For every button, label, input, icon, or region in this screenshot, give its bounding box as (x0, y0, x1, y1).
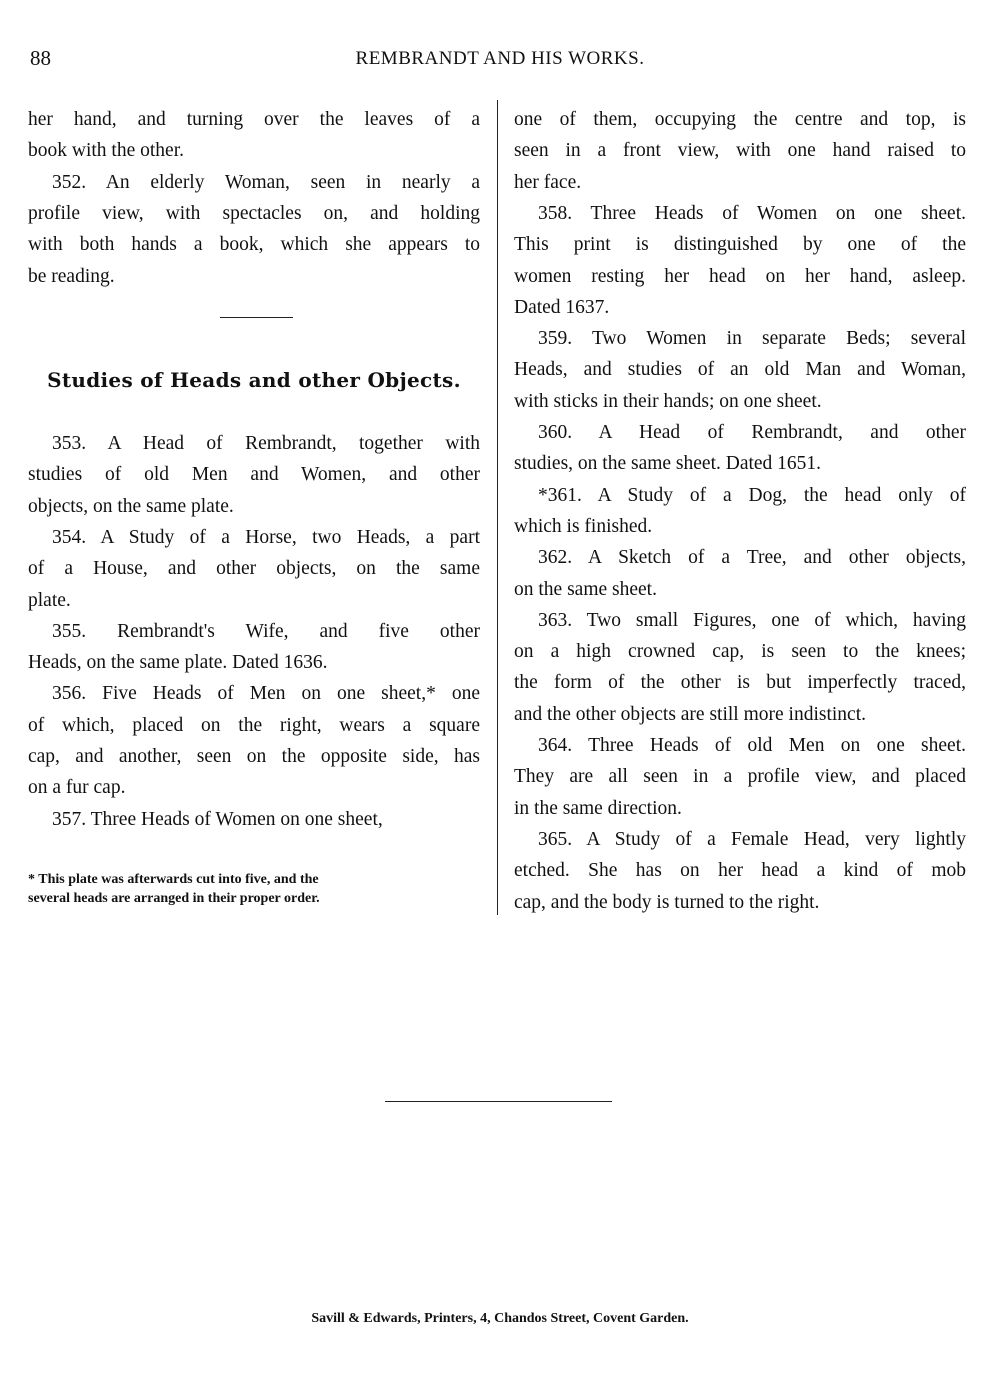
text-line: 352. An elderly Woman, seen in nearly a (52, 171, 480, 193)
text-line: 357. Three Heads of Women on one sheet, (52, 808, 383, 830)
text-line: 356. Five Heads of Men on one sheet,* one (52, 683, 480, 705)
text-line: of a House, and other objects, on the same (28, 558, 480, 580)
text-line: 353. A Head of Rembrandt, together with (52, 433, 480, 454)
text-line: and the other objects are still more indistinct. (514, 703, 866, 725)
text-line: 354. A Study of a Horse, two Heads, a part (52, 526, 480, 548)
text-line: with sticks in their hands; on one sheet. (514, 390, 822, 412)
text-line: This print is distinguished by one of the (514, 234, 966, 256)
text-line: 355. Rembrandt's Wife, and five other (52, 620, 480, 642)
text-line: 362. A Sketch of a Tree, and other objects, (538, 547, 966, 569)
text-line: on a fur cap. (28, 777, 126, 799)
end-rule (385, 1101, 612, 1102)
text-line: studies of old Men and Women, and other (28, 464, 480, 486)
text-line: book with the other. (28, 140, 184, 162)
text-line: 365. A Study of a Female Head, very lightly (538, 828, 966, 850)
text-line: plate. (28, 589, 71, 611)
text-line: in the same direction. (514, 797, 682, 819)
text-line: seen in a front view, with one hand raised to (514, 140, 966, 162)
printer-imprint: Savill & Edwards, Printers, 4, Chandos Street, Covent Garden. (311, 1311, 689, 1326)
text-line: the form of the other is but imperfectly traced, (514, 672, 966, 694)
section-heading: Studies of Heads and other Objects. (47, 368, 461, 392)
text-line: women resting her head on her hand, asleep. (514, 265, 966, 287)
text-line: be reading. (28, 265, 115, 287)
text-line: her hand, and turning over the leaves of a (28, 109, 480, 130)
text-line: which is finished. (514, 515, 653, 537)
text-line: *361. A Study of a Dog, the head only of (538, 484, 966, 506)
text-line: on a high crowned cap, is seen to the knees; (514, 641, 966, 663)
text-line: 364. Three Heads of old Men on one sheet. (538, 735, 966, 756)
text-line: 363. Two small Figures, one of which, having (538, 609, 966, 631)
footnote-line: * This plate was afterwards cut into five, and the (28, 872, 319, 887)
text-line: cap, and another, seen on the opposite side, has (28, 746, 480, 767)
text-line: etched. She has on her head a kind of mob (514, 860, 966, 882)
text-line: her face. (514, 171, 582, 193)
text-line: objects, on the same plate. (28, 495, 234, 517)
text-line: Heads, on the same plate. Dated 1636. (28, 652, 328, 674)
text-line: profile view, with spectacles on, and holding (28, 202, 480, 224)
footnote-line: several heads are arranged in their proper order. (28, 891, 320, 906)
column-divider (497, 100, 498, 915)
text-line: They are all seen in a profile view, and placed (514, 766, 966, 788)
text-line: Heads, and studies of an old Man and Woman, (514, 359, 966, 381)
text-line: 359. Two Women in separate Beds; several (538, 328, 966, 350)
text-line: of which, placed on the right, wears a square (28, 714, 480, 736)
text-line: 358. Three Heads of Women on one sheet. (538, 202, 966, 224)
text-line: cap, and the body is turned to the right. (514, 891, 820, 913)
text-line: Dated 1637. (514, 296, 610, 318)
text-line: studies, on the same sheet. Dated 1651. (514, 453, 822, 475)
running-title: REMBRANDT AND HIS WORKS. (355, 48, 645, 69)
text-line: on the same sheet. (514, 578, 657, 600)
page-number: 88 (30, 46, 51, 70)
text-line: with both hands a book, which she appears to (28, 234, 480, 256)
section-rule (220, 317, 293, 318)
text-line: 360. A Head of Rembrandt, and other (538, 422, 966, 443)
text-line: one of them, occupying the centre and top, is (514, 109, 966, 130)
